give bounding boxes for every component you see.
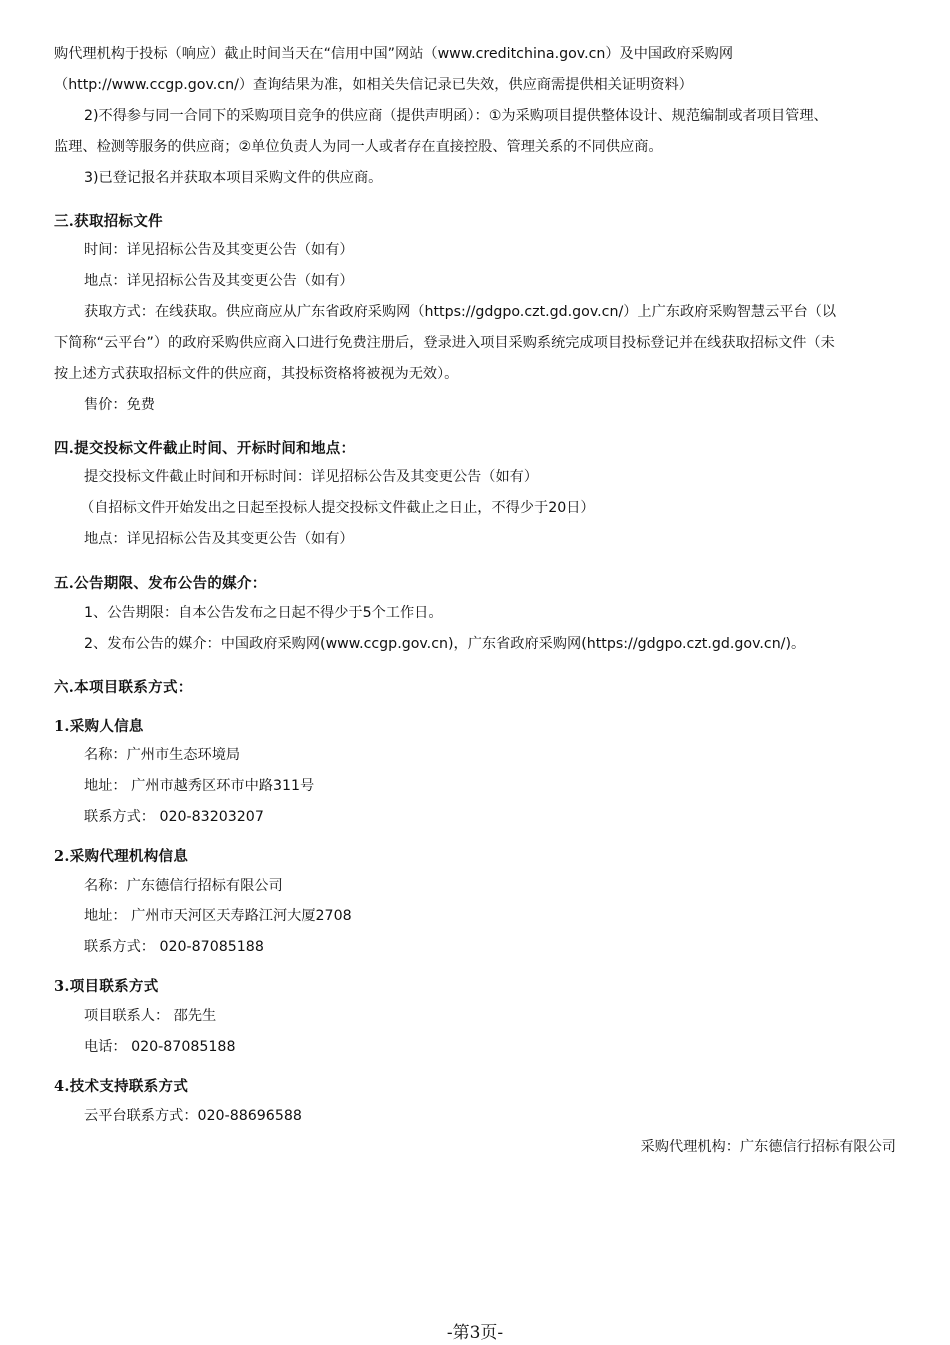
requirement-item-2-cont: 监理、检测等服务的供应商；②单位负责人为同一人或者存在直接控股、管理关系的不同供应商。 xyxy=(54,139,663,155)
purchaser-name: 名称：广州市生态环境局 xyxy=(84,747,241,763)
agency-heading: 2.采购代理机构信息 xyxy=(54,848,189,865)
section-3-method: 获取方式：在线获取。供应商应从广东省政府采购网（https://gdgpo.czt.gd.gov.cn/）上广东政府采购智慧云平台（以 xyxy=(84,304,837,320)
agency-name: 名称：广东德信行招标有限公司 xyxy=(84,878,283,894)
section-3-price: 售价：免费 xyxy=(84,397,155,413)
project-contact-person: 项目联系人： 邵先生 xyxy=(84,1008,217,1024)
section-4-place: 地点：详见招标公告及其变更公告（如有） xyxy=(84,531,354,547)
purchaser-heading: 1.采购人信息 xyxy=(54,718,144,735)
requirement-item-3: 3)已登记报名并获取本项目采购文件的供应商。 xyxy=(84,170,383,186)
tech-support-cloud: 云平台联系方式：020-88696588 xyxy=(84,1108,302,1124)
page-number: -第3页- xyxy=(446,1323,504,1343)
purchaser-contact: 联系方式： 020-83203207 xyxy=(84,809,264,825)
agency-signature: 采购代理机构：广东德信行招标有限公司 xyxy=(640,1139,896,1155)
section-3-time: 时间：详见招标公告及其变更公告（如有） xyxy=(84,242,354,258)
agency-contact: 联系方式： 020-87085188 xyxy=(84,939,264,955)
continued-text-line: 购代理机构于投标（响应）截止时间当天在“信用中国”网站（www.creditchina.gov.cn）及中国政府采购网 xyxy=(54,46,734,62)
tech-support-heading: 4.技术支持联系方式 xyxy=(54,1078,189,1095)
agency-address: 地址： 广州市天河区天寿路江河大厦2708 xyxy=(84,908,352,924)
project-contact-heading: 3.项目联系方式 xyxy=(54,978,159,995)
requirement-item-2: 2)不得参与同一合同下的采购项目竞争的供应商（提供声明函）：①为采购项目提供整体设计、规范编制或者项目管理、 xyxy=(84,108,828,124)
section-5-item-1: 1、公告期限：自本公告发布之日起不得少于5个工作日。 xyxy=(84,605,443,621)
section-3-method-cont: 按上述方式获取招标文件的供应商，其投标资格将被视为无效）。 xyxy=(54,366,459,382)
section-3-heading: 三.获取招标文件 xyxy=(54,213,163,230)
project-contact-phone: 电话： 020-87085188 xyxy=(84,1039,236,1055)
section-5-item-2: 2、发布公告的媒介：中国政府采购网(www.ccgp.gov.cn)，广东省政府采购网(https://gdgpo.czt.gd.gov.cn/)。 xyxy=(84,636,806,652)
section-5-heading: 五.公告期限、发布公告的媒介： xyxy=(54,575,267,592)
section-4-note: （自招标文件开始发出之日起至投标人提交投标文件截止之日止，不得少于20日） xyxy=(80,500,595,516)
section-4-deadline: 提交投标文件截止时间和开标时间：详见招标公告及其变更公告（如有） xyxy=(84,469,539,485)
continued-text-line: （http://www.ccgp.gov.cn/）查询结果为准，如相关失信记录已失效，供应商需提供相关证明资料） xyxy=(54,77,693,93)
section-4-heading: 四.提交投标文件截止时间、开标时间和地点： xyxy=(54,440,356,457)
section-3-place: 地点：详见招标公告及其变更公告（如有） xyxy=(84,273,354,289)
section-6-heading: 六.本项目联系方式： xyxy=(54,679,193,696)
purchaser-address: 地址： 广州市越秀区环市中路311号 xyxy=(84,778,315,794)
section-3-method-cont: 下简称“云平台”）的政府采购供应商入口进行免费注册后，登录进入项目采购系统完成项目投标登记并在线获取招标文件（未 xyxy=(54,335,835,351)
